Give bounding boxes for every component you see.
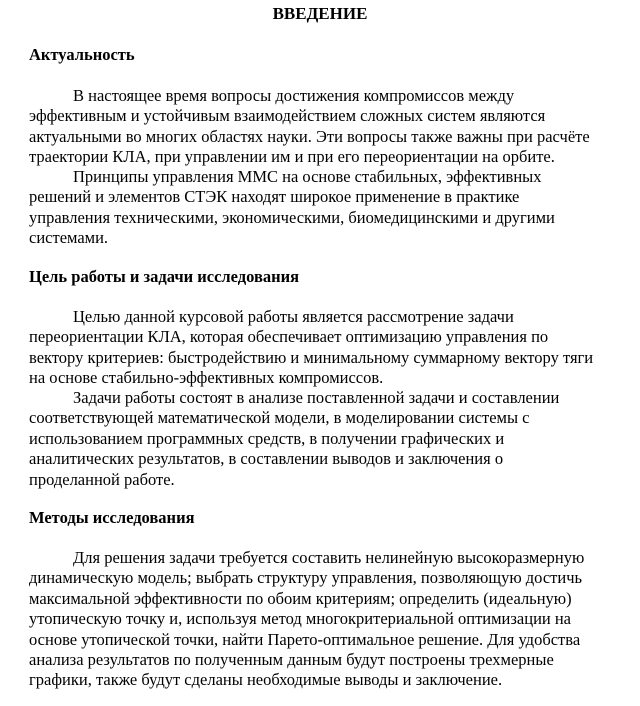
text-line: системами. [29, 228, 109, 248]
text-line: утопическую точку и, используя метод многокритериальной оптимизации на [29, 609, 572, 629]
text-line: проделанной работе. [29, 469, 175, 489]
section-heading-goals: Цель работы и задачи исследования [29, 267, 300, 286]
text-line: Принципы управления ММС на основе стабильных, эффективных [73, 167, 542, 186]
text-line: переориентации КЛА, которая обеспечивает оптимизацию управления по [29, 327, 549, 347]
text-line: основе утопической точки, найти Парето-оптимальное решение. Для удобства [29, 629, 581, 649]
section-heading-relevance: Актуальность [29, 45, 135, 64]
document-title: ВВЕДЕНИЕ [272, 4, 368, 23]
text-line: траектории КЛА, при управлении им и при его переориентации на орбите. [29, 147, 555, 167]
paragraph-goals-2 [29, 388, 634, 490]
text-line: решений и элементов СТЭК находят широкое применение в практике [29, 187, 520, 207]
text-line: управления техническими, экономическими, биомедицинскими и другими [29, 207, 555, 227]
text-line: графики, также будут сделаны необходимые выводы и заключение. [29, 670, 503, 690]
text-line: максимальной эффективности по обоим критериям; определить (идеальную) [29, 588, 572, 608]
text-line: аналитических результатов, в составлении выводов и заключения о [29, 449, 504, 469]
text-line: динамическую модель; выбрать структуру управления, позволяющую достичь [29, 568, 583, 588]
section-heading-methods: Методы исследования [29, 508, 195, 527]
paragraph-relevance-2 [29, 167, 634, 249]
paragraph-goals-1 [29, 307, 634, 389]
text-line: соответствующей математической модели, в моделировании системы с [29, 408, 530, 428]
text-line: Задачи работы состоят в анализе поставленной задачи и составлении [73, 388, 560, 407]
paragraph-methods-1 [29, 548, 634, 691]
text-line: Целью данной курсовой работы является рассмотрение задачи [73, 307, 514, 326]
text-line: В настоящее время вопросы достижения компромиссов между [73, 86, 515, 105]
text-line: эффективным и устойчивым взаимодействием сложных систем являются [29, 106, 546, 126]
text-line: анализа результатов по полученным данным будут построены трехмерные [29, 650, 554, 670]
paragraph-relevance-1 [29, 86, 634, 168]
text-line: Для решения задачи требуется составить нелинейную высокоразмерную [73, 548, 585, 567]
text-line: на основе стабильно-эффективных компромиссов. [29, 368, 384, 388]
text-line: вектору критериев: быстродействию и минимальному суммарному вектору тяги [29, 347, 594, 367]
text-line: использованием программных средств, в получении графических и [29, 428, 505, 448]
text-line: актуальными во многих областях науки. Эти вопросы также важны при расчёте [29, 126, 590, 146]
